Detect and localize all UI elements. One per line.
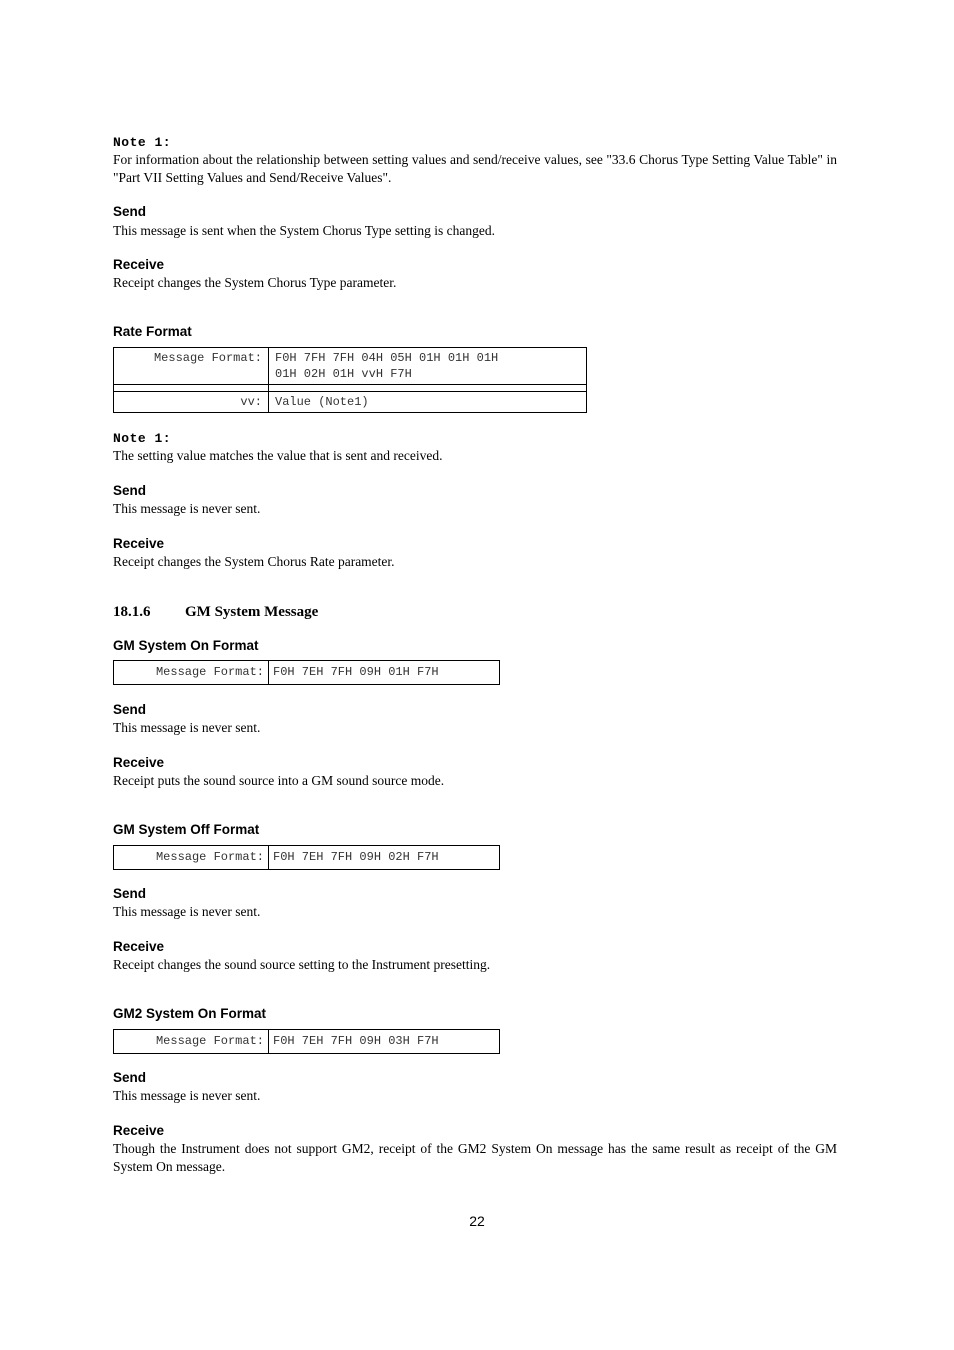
gm-off-heading: GM System Off Format xyxy=(113,822,260,837)
note-text: The setting value matches the value that is sent and received. xyxy=(113,448,443,463)
receive-text: Receipt puts the sound source into a GM sound source mode. xyxy=(113,773,445,788)
send-heading: Send xyxy=(113,1070,147,1085)
message-format-label: Message Format: xyxy=(114,661,269,685)
note-heading: Note 1: xyxy=(113,135,172,150)
receive-text: Receipt changes the System Chorus Type parameter. xyxy=(113,275,397,290)
gm-on-table xyxy=(113,660,500,685)
send-text: This message is never sent. xyxy=(113,904,261,919)
page-number: 22 xyxy=(469,1213,485,1229)
message-format-value: F0H 7EH 7FH 09H 01H F7H xyxy=(269,661,500,685)
receive-heading: Receive xyxy=(113,1123,165,1138)
subsection-heading xyxy=(113,604,318,621)
rate-format-table xyxy=(113,347,587,413)
message-format-value: F0H 7EH 7FH 09H 02H F7H xyxy=(269,846,500,870)
rate-format-heading: Rate Format xyxy=(113,324,192,339)
send-text: This message is sent when the System Chorus Type setting is changed. xyxy=(113,223,496,238)
message-format-value: F0H 7FH 7FH 04H 05H 01H 01H 01H 01H 02H 01H vvH F7H xyxy=(269,348,587,385)
message-format-label: Message Format: xyxy=(114,1030,269,1054)
subsection-title: GM System Message xyxy=(185,604,319,620)
gm-off-table xyxy=(113,845,500,870)
send-heading: Send xyxy=(113,483,147,498)
send-heading: Send xyxy=(113,702,147,717)
gm2-on-heading: GM2 System On Format xyxy=(113,1006,267,1021)
vv-value: Value (Note1) xyxy=(269,392,587,413)
receive-heading: Receive xyxy=(113,755,165,770)
message-format-label: Message Format: xyxy=(114,846,269,870)
send-heading: Send xyxy=(113,886,147,901)
receive-heading: Receive xyxy=(113,257,165,272)
receive-text: Receipt changes the System Chorus Rate parameter. xyxy=(113,554,395,569)
message-format-value: F0H 7EH 7FH 09H 03H F7H xyxy=(269,1030,500,1054)
gm2-on-table xyxy=(113,1029,500,1054)
send-text: This message is never sent. xyxy=(113,501,261,516)
gm-on-heading: GM System On Format xyxy=(113,638,259,653)
subsection-number: 18.1.6 xyxy=(113,604,151,620)
receive-heading: Receive xyxy=(113,536,165,551)
note-heading: Note 1: xyxy=(113,431,172,446)
send-heading: Send xyxy=(113,204,147,219)
send-text: This message is never sent. xyxy=(113,1088,261,1103)
send-text: This message is never sent. xyxy=(113,720,261,735)
note-text: For information about the relationship between setting values and send/receive values, see "33.6 Chorus Type Setting Value Table" in "Part VII Setting Values and Send/Receive Values". xyxy=(113,152,837,185)
receive-text: Though the Instrument does not support GM2, receipt of the GM2 System On message has the same result as receipt of the GM System On message. xyxy=(113,1141,837,1174)
message-format-label: Message Format: xyxy=(114,348,269,385)
receive-heading: Receive xyxy=(113,939,165,954)
receive-text: Receipt changes the sound source setting to the Instrument presetting. xyxy=(113,957,491,972)
vv-label: vv: xyxy=(114,392,269,413)
